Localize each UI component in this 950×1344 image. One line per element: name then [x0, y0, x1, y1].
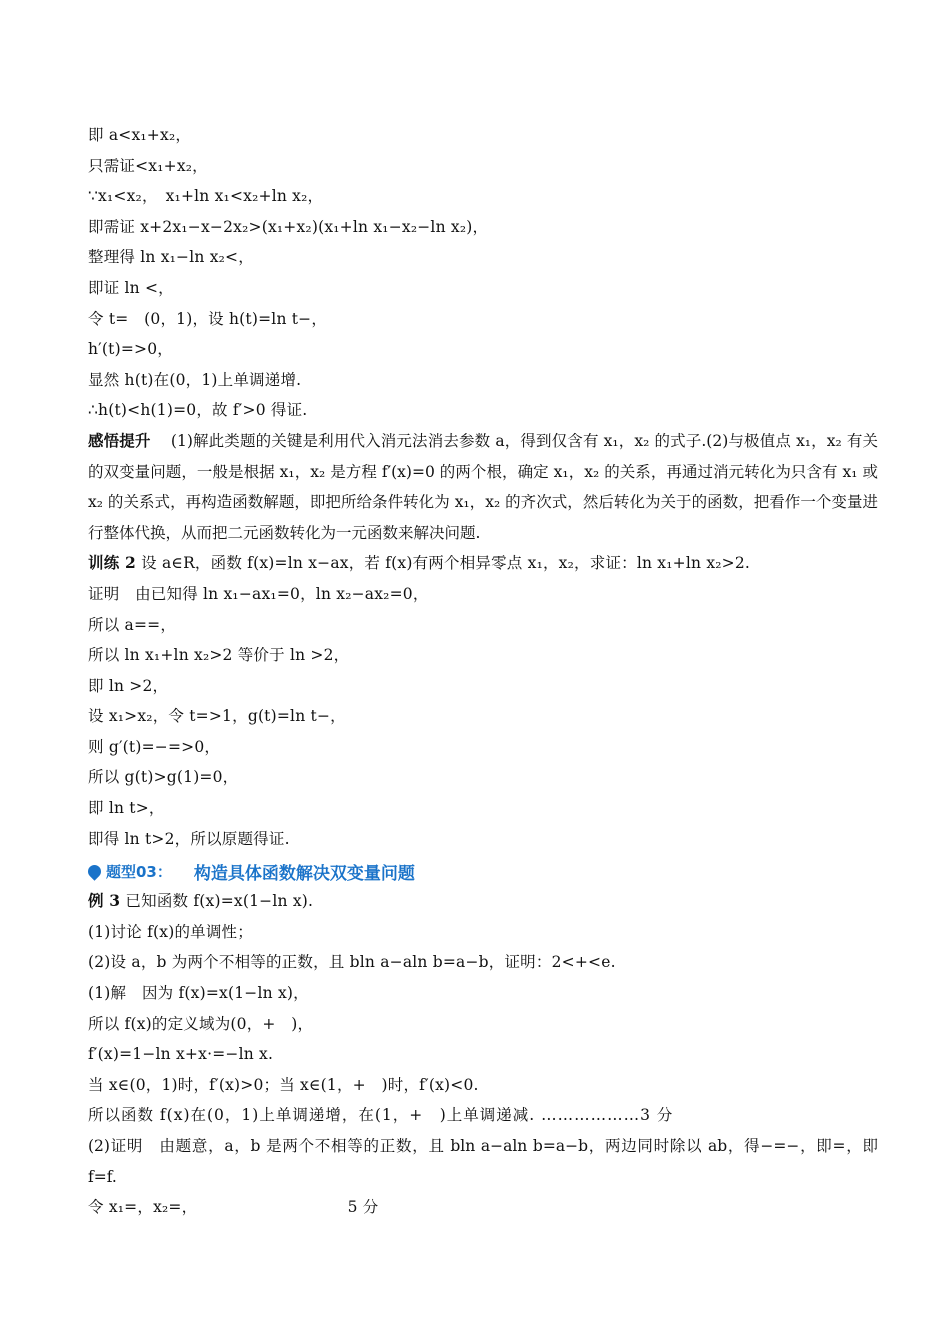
text-line: 所以 f(x)的定义域为(0，+ )， — [88, 1014, 314, 1033]
text-line: 即 ln t>， — [88, 799, 165, 818]
text-line: 证明 由已知得 ln x₁−ax₁=0，ln x₂−ax₂=0， — [88, 584, 429, 603]
section-title: 构造具体函数解决双变量问题 — [193, 863, 415, 884]
text-line: h′(t)=>0， — [88, 340, 173, 359]
text-line: 所以 g(t)>g(1)=0， — [88, 768, 239, 787]
section-heading — [88, 856, 878, 886]
location-pin-icon — [85, 862, 103, 880]
solution-lines-bottom — [88, 917, 878, 1131]
proof-paragraph: (2)证明 由题意，a，b 是两个不相等的正数，且 bln a−aln b=a−b，两边同时除以 ab，得−=−，即=，即 f=f. — [88, 1137, 878, 1186]
text-line: (2)设 a，b 为两个不相等的正数，且 bln a−aln b=a−b，证明：2<+<e. — [88, 953, 616, 972]
text-line: (1)讨论 f(x)的单调性； — [88, 922, 253, 941]
text-line: 所以函数 f(x)在(0，1)上单调递增，在(1，+ )上单调递减. ………………3 分 — [88, 1106, 674, 1125]
text-line: 即 ln >2， — [88, 676, 169, 695]
insight-paragraph — [88, 426, 878, 548]
text-line: 令 t= (0，1)，设 h(t)=ln t−， — [88, 309, 328, 328]
last-line — [88, 1192, 878, 1223]
text-line: 只需证<x₁+x₂， — [88, 156, 208, 175]
text-line: 即 a<x₁+x₂， — [88, 126, 192, 144]
text-line: 即需证 x+2x₁−x−2x₂>(x₁+x₂)(x₁+ln x₁−x₂−ln x₂)， — [88, 217, 489, 236]
section-tag: 题型03： — [106, 862, 172, 881]
text-line: ∴h(t)<h(1)=0，故 f′>0 得证. — [88, 401, 308, 420]
score-label: 5 分 — [347, 1198, 379, 1217]
text-line: 设 x₁>x₂，令 t=>1，g(t)=ln t−， — [88, 707, 346, 726]
solution-lines-top — [88, 120, 878, 426]
text-line: 即证 ln <， — [88, 278, 174, 297]
text-line: ∵x₁<x₂， x₁+ln x₁<x₂+ln x₂， — [88, 187, 324, 206]
text-line: 所以 a==， — [88, 615, 177, 634]
text-line: 当 x∈(0，1)时，f′(x)>0；当 x∈(1，+ )时，f′(x)<0. — [88, 1075, 479, 1094]
text-line: 即得 ln t>2，所以原题得证. — [88, 829, 290, 848]
document-page — [88, 120, 878, 1223]
example-label: 例 3 — [88, 891, 121, 911]
insight-label: 感悟提升 — [88, 430, 151, 450]
solution-lines-mid — [88, 579, 878, 854]
training-text: 设 a∈R，函数 f(x)=ln x−ax，若 f(x)有两个相异零点 x₁，x₂，求证：ln x₁+ln x₂>2. — [141, 554, 751, 573]
example-text: 已知函数 f(x)=x(1−ln x). — [125, 892, 314, 911]
text-line: 整理得 ln x₁−ln x₂<， — [88, 248, 254, 267]
text-line: 则 g′(t)=−=>0， — [88, 737, 221, 756]
text-line: 显然 h(t)在(0，1)上单调递增. — [88, 370, 302, 389]
text-line: 所以 ln x₁+ln x₂>2 等价于 ln >2， — [88, 646, 350, 665]
insight-text: (1)解此类题的关键是利用代入消元法消去参数 a，得到仅含有 x₁，x₂ 的式子.(2)与极值点 x₁，x₂ 有关的双变量问题，一般是根据 x₁，x₂ 是方程 f′(x)=0 的两个根，确定 x₁，x₂ 的关系，再通过消元转化为只含有 x₁ 或 x₂ 的关系式，再构造函数解题，即把所给条件转化为 x₁，x₂ 的齐次式，然后转化为关于的函数，把看作一个变量进行整体代换，从而把二元函数转化为一元函数来解决问题. — [88, 431, 878, 542]
example-line — [88, 886, 878, 917]
text-line: (1)解 因为 f(x)=x(1−ln x)， — [88, 984, 309, 1003]
text-line: f′(x)=1−ln x+x·=−ln x. — [88, 1045, 274, 1064]
last-line-text: 令 x₁=，x₂=， — [88, 1198, 198, 1217]
training-line — [88, 548, 878, 579]
training-label: 训练 2 — [88, 553, 136, 573]
